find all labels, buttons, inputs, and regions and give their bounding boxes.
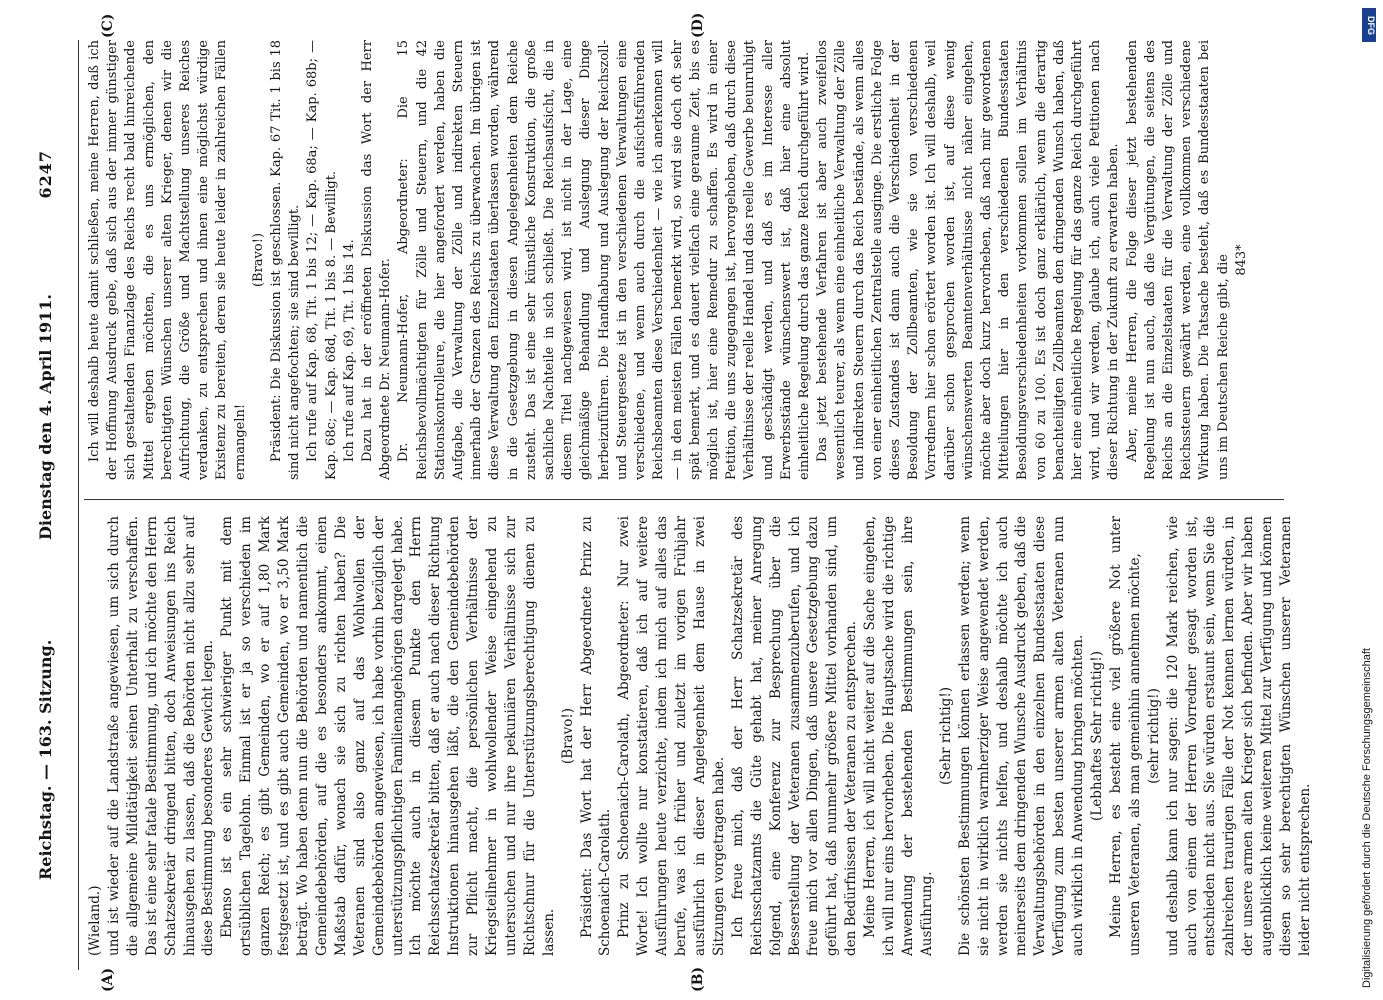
paragraph: Ebenso ist es ein sehr schwieriger Punkt mit dem ortsüblichen Tagelohn. Einmal ist er ja so verschieden im ganzen Reich; es gibt Gemeinden, wo er auf 1,80 Mark festgesetzt ist, und es gibt auch Gemeinden, wo er 3,50 Mark beträgt. Wo haben denn nun die Behörden und namentlich die Gemeindebehörden, auf die es besonders ankommt, einen Maßstab dafür, wonach sie sich zu richten haben? Die Veteranen sind also ganz auf das Wohlwollen der Gemeindebehörden angewiesen, ich habe vorhin bezüglich der unterstützungspflichtigen Familienangehörigen dargelegt habe. Ich möchte auch in diesem Punkte den Herrn Reichsschatzsekretär bitten, daß er auch nach dieser Richtung Instruktionen hinausgehen läßt, die den Gemeindebehörden zur Pflicht macht, die persönlichen Verhältnisse der Kriegsteilnehmer in wohlwollender Weise eingehend zu untersuchen und nur ihre pekuniären Verhältnisse sich zur Richtschnur für die Unterstützungsberechtigung dienen zu lassen. [219, 516, 557, 956]
column-divider [84, 499, 1284, 500]
signature-mark: 843* [1233, 244, 1249, 276]
speaker-tag: (Wieland.) [87, 885, 103, 956]
president-remark: Präsident: Die Diskussion ist geschlossen. Kap. 67 Tit. 1 bis 18 sind nicht angefochten; sie sind bewilligt. [269, 40, 303, 480]
right-column [86, 40, 1251, 480]
page-number: 6247 [36, 150, 55, 199]
interjection: (Sehr richtig!) [937, 686, 954, 786]
interjection: (Bravo!) [559, 707, 576, 765]
margin-mark-a: (A) [100, 967, 116, 992]
margin-mark-b: (B) [690, 966, 706, 992]
paragraph: Prinz zu Schoenaich-Carolath, Abgeordneter: Nur zwei Worte! Ich wollte nur konstatieren, daß ich auf weitere Ausführungen heute verzichte, indem ich mich auf alles das berufe, was ich früher und zuletzt im vorigen Frühjahr ausführlich in dieser Angelegenheit dem Hause in zwei Sitzungen vorgetragen habe. [616, 516, 727, 956]
interjection: (Lebhaftes Sehr richtig!) [1089, 651, 1106, 822]
header-rule-left [78, 500, 79, 970]
paragraph: und ist wieder auf die Landstraße angewiesen, um sich durch die allgemeine Mildtätigkeit seinen Unterhalt zu verschaffen. Das ist eine sehr fatale Bestimmung, und ich möchte den Herrn Schatzsekretär dringend bitten, doch Anweisungen ins Reich hinausgehen zu lassen, daß die Behörden nicht allzu sehr auf diese Bestimmung besonderes Gewicht legen. [105, 516, 217, 956]
paragraph: Das jetzt bestehende Verfahren ist aber auch zweifellos wesentlich teurer, als wenn eine einheitliche Verwaltung der Zölle und indirekten Steuern durch das Reich bestände, als wenn alles von einer einheitlichen Zentralstelle ausginge. Die erstliche Folge dieses Zustandes ist dann auch die Verschiedenheit in der Besoldung der Zollbeamten, wie sie von verschiedenen Vorrednern hier schon erörtert worden ist. Ich will deshalb, weil darüber schon gesprochen worden ist, auf diese wenig wünschenswerten Beamtenverhältnisse nicht näher eingehen, möchte aber doch kurz hervorheben, daß nach mir gewordenen Mitteilungen hier in den verschiedenen Bundesstaaten Besoldungsverschiedenheiten vorkommen sollen im Verhältnis von 60 zu 100. Es ist doch ganz erklärlich, wenn die derartig benachteiligten Zollbeamten den dringenden Wunsch haben, daß hier eine einheitliche Regelung für das ganze Reich durchgeführt wird, und wir werden, glaube ich, auch viele Petitionen nach dieser Richtung in der Zukunft zu erwarten haben. [815, 40, 1122, 480]
interjection: (Bravo!) [250, 232, 266, 288]
paragraph: und deshalb kann ich nur sagen: die 120 Mark reichen, wie auch von einem der Herren Vorredner gesagt worden ist, entschieden nicht aus. Sie würden erstaunt sein, wenn Sie die zahlreichen traurigen Fälle der Not kennen lernen würden, in der unsere armen alten Krieger sich befinden. Aber wir haben augenblicklich keine weiteren Mittel zur Verfügung und können diesen so sehr berechtigten Wünschen unserer Veteranen leider nicht entsprechen. [1164, 516, 1313, 956]
header-left: Reichstag. — 163. Sitzung. [36, 639, 55, 880]
paragraph: Ich freue mich, daß der Herr Schatzsekretär des Reichsschatzamts die Güte gehabt hat, meiner Anregung folgend, eine Konferenz zur Besprechung über die Besserstellung der Veteranen zusammenzuberufen, und ich freue mich vor allen Dingen, daß unsere Gesetzgebung dazu geführt hat, daß nunmehr größere Mittel vorhanden sind, um den Bedürfnissen der Veteranen zu entsprechen. [729, 516, 860, 956]
paragraph: Die schönsten Bestimmungen können erlassen werden; wenn sie nicht in wirklich warmherziger Weise angewendet werden, werden sie nichts helfen, und deshalb möchte ich auch meinerseits dem dringenden Wunsche Ausdruck geben, daß die Verwaltungsbehörden in den einzelnen Bundesstaaten diese Verfügung zum besten unserer armen alten Veteranen nun auch wirklich in Anwendung bringen möchten. [956, 516, 1087, 956]
paragraph: Aber, meine Herren, die Folge dieser jetzt bestehenden Regelung ist nun auch, daß die Vergütungen, die seitens des Reichs an die Einzelstaaten für die Verwaltung der Zölle und Reichssteuern gewährt werden, eine vollkommen verschiedene Wirkung haben. Die Tatsache besteht, daß es Bundesstaaten bei uns im Deutschen Reiche gibt, die [1124, 40, 1231, 480]
interjection: (sehr richtig!) [1145, 688, 1162, 784]
margin-mark-d: (D) [690, 12, 706, 38]
paragraph: Meine Herren, es besteht eine viel größere Not unter unseren Veteranen, als man gemeinhin annehmen möchte, [1107, 516, 1143, 956]
page-header [30, 40, 78, 960]
paragraph: Meine Herren, ich will nicht weiter auf die Sache eingehen, ich will nur eins hervorheben. Die Hauptsache wird die richtige Anwendung der bestehenden Bestimmungen sein, ihre Ausführung. [862, 516, 935, 956]
header-rule-right [78, 40, 79, 500]
header-date: Dienstag den 4. April 1911. [36, 294, 55, 540]
digitization-credit [1358, 0, 1378, 1000]
dfg-logo: DFG [1362, 8, 1376, 42]
left-column [86, 516, 1315, 956]
margin-mark-c: (C) [100, 13, 116, 38]
credit-text: Digitalisierung gefördert durch die Deutsche Forschungsgemeinschaft [1361, 648, 1373, 988]
president-remark: Ich rufe auf Kap. 68, Tit. 1 bis 12; — Kap. 68a; — Kap. 68b; — Kap. 68c; — Kap. 68d, Tit. 1 bis 8. — Bewilligt. [305, 40, 339, 480]
president-remark: Präsident: Das Wort hat der Herr Abgeordnete Prinz zu Schoenaich-Carolath. [578, 516, 614, 956]
paragraph: Ich will deshalb heute damit schließen, meine Herren, daß ich der Hoffnung Ausdruck gebe, daß sich aus der immer günstiger sich gestaltenden Finanzlage des Reichs recht bald hinreichende Mittel ergeben möchten, die es uns ermöglichen, den berechtigten Wünschen unserer alten Krieger, denen wir die Aufrichtung, die Größe und Machtstellung unseres Reiches verdanken, zu entsprechen und ihnen eine möglichst würdige Existenz zu bereiten, deren sie heute leider in zahlreichen Fällen ermangeln! [87, 40, 248, 480]
president-remark: Dazu hat in der eröffneten Diskussion das Wort der Herr Abgeordnete Dr. Neumann-Hofer. [360, 40, 394, 480]
president-remark: Ich rufe auf Kap. 69, Tit. 1 bis 14. [341, 239, 357, 462]
paragraph: Dr. Neumann-Hofer, Abgeordneter: Die 15 Reichsbevollmächtigten für Zölle und Steuern, und die 42 Stationskontrolleure, die hier angefordert werden, haben die Aufgabe, die Verwaltung der Zölle und indirekten Steuern innerhalb der Grenzen des Reichs zu überwachen. Im übrigen ist diese Verwaltung den Einzelstaaten überlassen worden, während in die Gesetzgebung in diesen Angelegenheiten dem Reiche zusteht. Das ist eine sehr künstliche Konstruktion, die große sachliche Nachteile in sich schließt. Die Reichsaufsicht, die in diesem Titel nachgewiesen wird, ist nicht in der Lage, eine gleichmäßige Behandlung und Auslegung dieser Dinge herbeizuführen. Die Handhabung und Auslegung der Reichszoll- und Steuergesetze ist in den verschiedenen Verwaltungen eine verschiedene, und wenn auch durch die aufsichtsführenden Reichsbeamten diese Verschiedenheit — wie ich anerkennen will — in den meisten Fällen bemerkt wird, so wird sie doch oft sehr spät bemerkt, und es dauert vielfach eine geraume Zeit, bis es möglich ist, hier eine Remedur zu schaffen. Es wird in einer Petition, die uns zugegangen ist, hervorgehoben, daß durch diese Verhältnisse der reelle Handel und das reelle Gewerbe beunruhigt und geschädigt werden, und daß es im Interesse aller Erwerbsstände wünschenswert ist, daß hier eine absolut einheitliche Regelung durch das ganze Reich durchgeführt wird. [396, 40, 812, 480]
